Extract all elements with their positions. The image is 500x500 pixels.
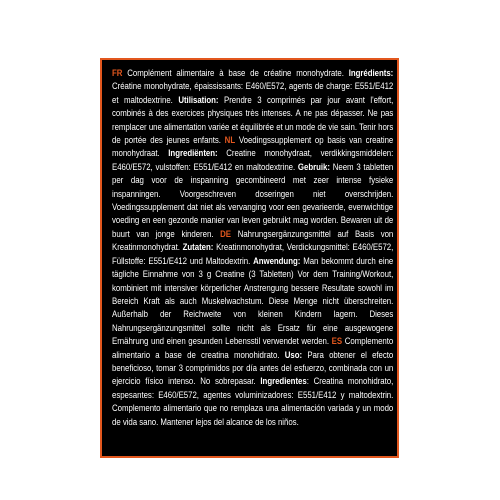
es-usage-heading: Uso:	[284, 349, 303, 361]
de-usage-text: Man bekommt durch eine tägliche Einnahme von 3 g Creatine (3 Tabletten) Vor dem Training/Workout, kombiniert mit intensiver körperlicher Anstrengung bessere Resultate sowohl im Bereich Kraft als auch Muskelwachstum. Diese Menge nicht überschreiten. Außerhalb der Reichweite von kleinen Kindern lagern. Dieses Nahrungsergänzungsmittel sollte nicht als Ersatz für eine ausgewogene Ernährung und einen gesunden Lebensstil verwendet werden.	[112, 255, 394, 348]
es-ingredients-heading: Ingredientes	[260, 376, 307, 388]
fr-usage-text: Prendre 3 comprimés par jour avant l'effort, combinés à des exercices physiques très intenses. A ne pas dépasser. Ne pas remplacer une alimentation variée et équilibrée et un mode de vie sain. Tenir hors de portée des jeunes enfants.	[112, 94, 394, 147]
lang-block-es	[112, 336, 393, 427]
de-ingredients-text: Kreatinmonohydrat, Verdickungsmittel: E460/E572, Füllstoffe: E551/E412 und Maltodextrin.	[112, 242, 394, 267]
nl-ingredients-heading: Ingrediënten:	[168, 148, 218, 160]
lang-block-nl	[112, 135, 393, 240]
es-usage-text: Para obtener el efecto beneficioso, tomar 3 comprimidos por día antes del esfuerzo, combinada con un ejercicio físico intenso. No sobrepasar.	[112, 349, 394, 388]
lang-code-de: DE	[220, 228, 231, 240]
nl-ingredients-text: Creatine monohydraat, verdikkingsmiddelen: E460/E572, vulstoffen: E551/E412 en maltodextrine.	[112, 148, 394, 173]
lang-code-fr: FR	[112, 68, 123, 79]
lang-block-de	[112, 229, 393, 347]
label-text	[112, 67, 393, 429]
de-ingredients-heading: Zutaten:	[182, 242, 214, 254]
es-ingredients-text: : Creatina monohidrato, espesantes: E460/E572, agentes voluminizadores: E551/E412 y maltodextrin. Complemento alimentario que no remplaza una alimentación variada y un modo de vida sano. Mantener lejos del alcance de los niños.	[112, 376, 394, 428]
fr-usage-heading: Utilisation:	[178, 94, 219, 106]
lang-code-es: ES	[331, 336, 343, 348]
fr-ingredients-text: Créatine monohydrate, épaississants: E460/E572, agents de charge: E551/E412 et maltodextrine.	[112, 81, 394, 106]
fr-description: Complément alimentaire à base de créatine monohydrate.	[127, 68, 349, 79]
de-usage-heading: Anwendung:	[253, 255, 301, 267]
label-panel	[100, 58, 399, 458]
de-description: Nahrungsergänzungsmittel auf Basis von Kreatinmonohydrat.	[112, 228, 394, 254]
nl-usage-text: Neem 3 tabletten per dag voor de inspanning gecombineerd met zeer intense fysieke inspanningen. Voorgeschreven doseringen niet overschrijden. Voedingssupplement dat niet als vervanging voor een gevarieerde, evenwichtige voeding en een gezonde manier van leven gebruikt mag worden. Bewaren uit de buurt van jonge kinderen.	[112, 161, 394, 240]
nl-description: Voedingssupplement op basis van creatine monohydraat.	[112, 135, 394, 160]
es-description: Complemento alimentario a base de creatina monohidrato.	[112, 336, 394, 361]
nl-usage-heading: Gebruik:	[297, 161, 330, 173]
lang-code-nl: NL	[224, 135, 236, 147]
fr-ingredients-heading: Ingrédients:	[348, 68, 394, 79]
